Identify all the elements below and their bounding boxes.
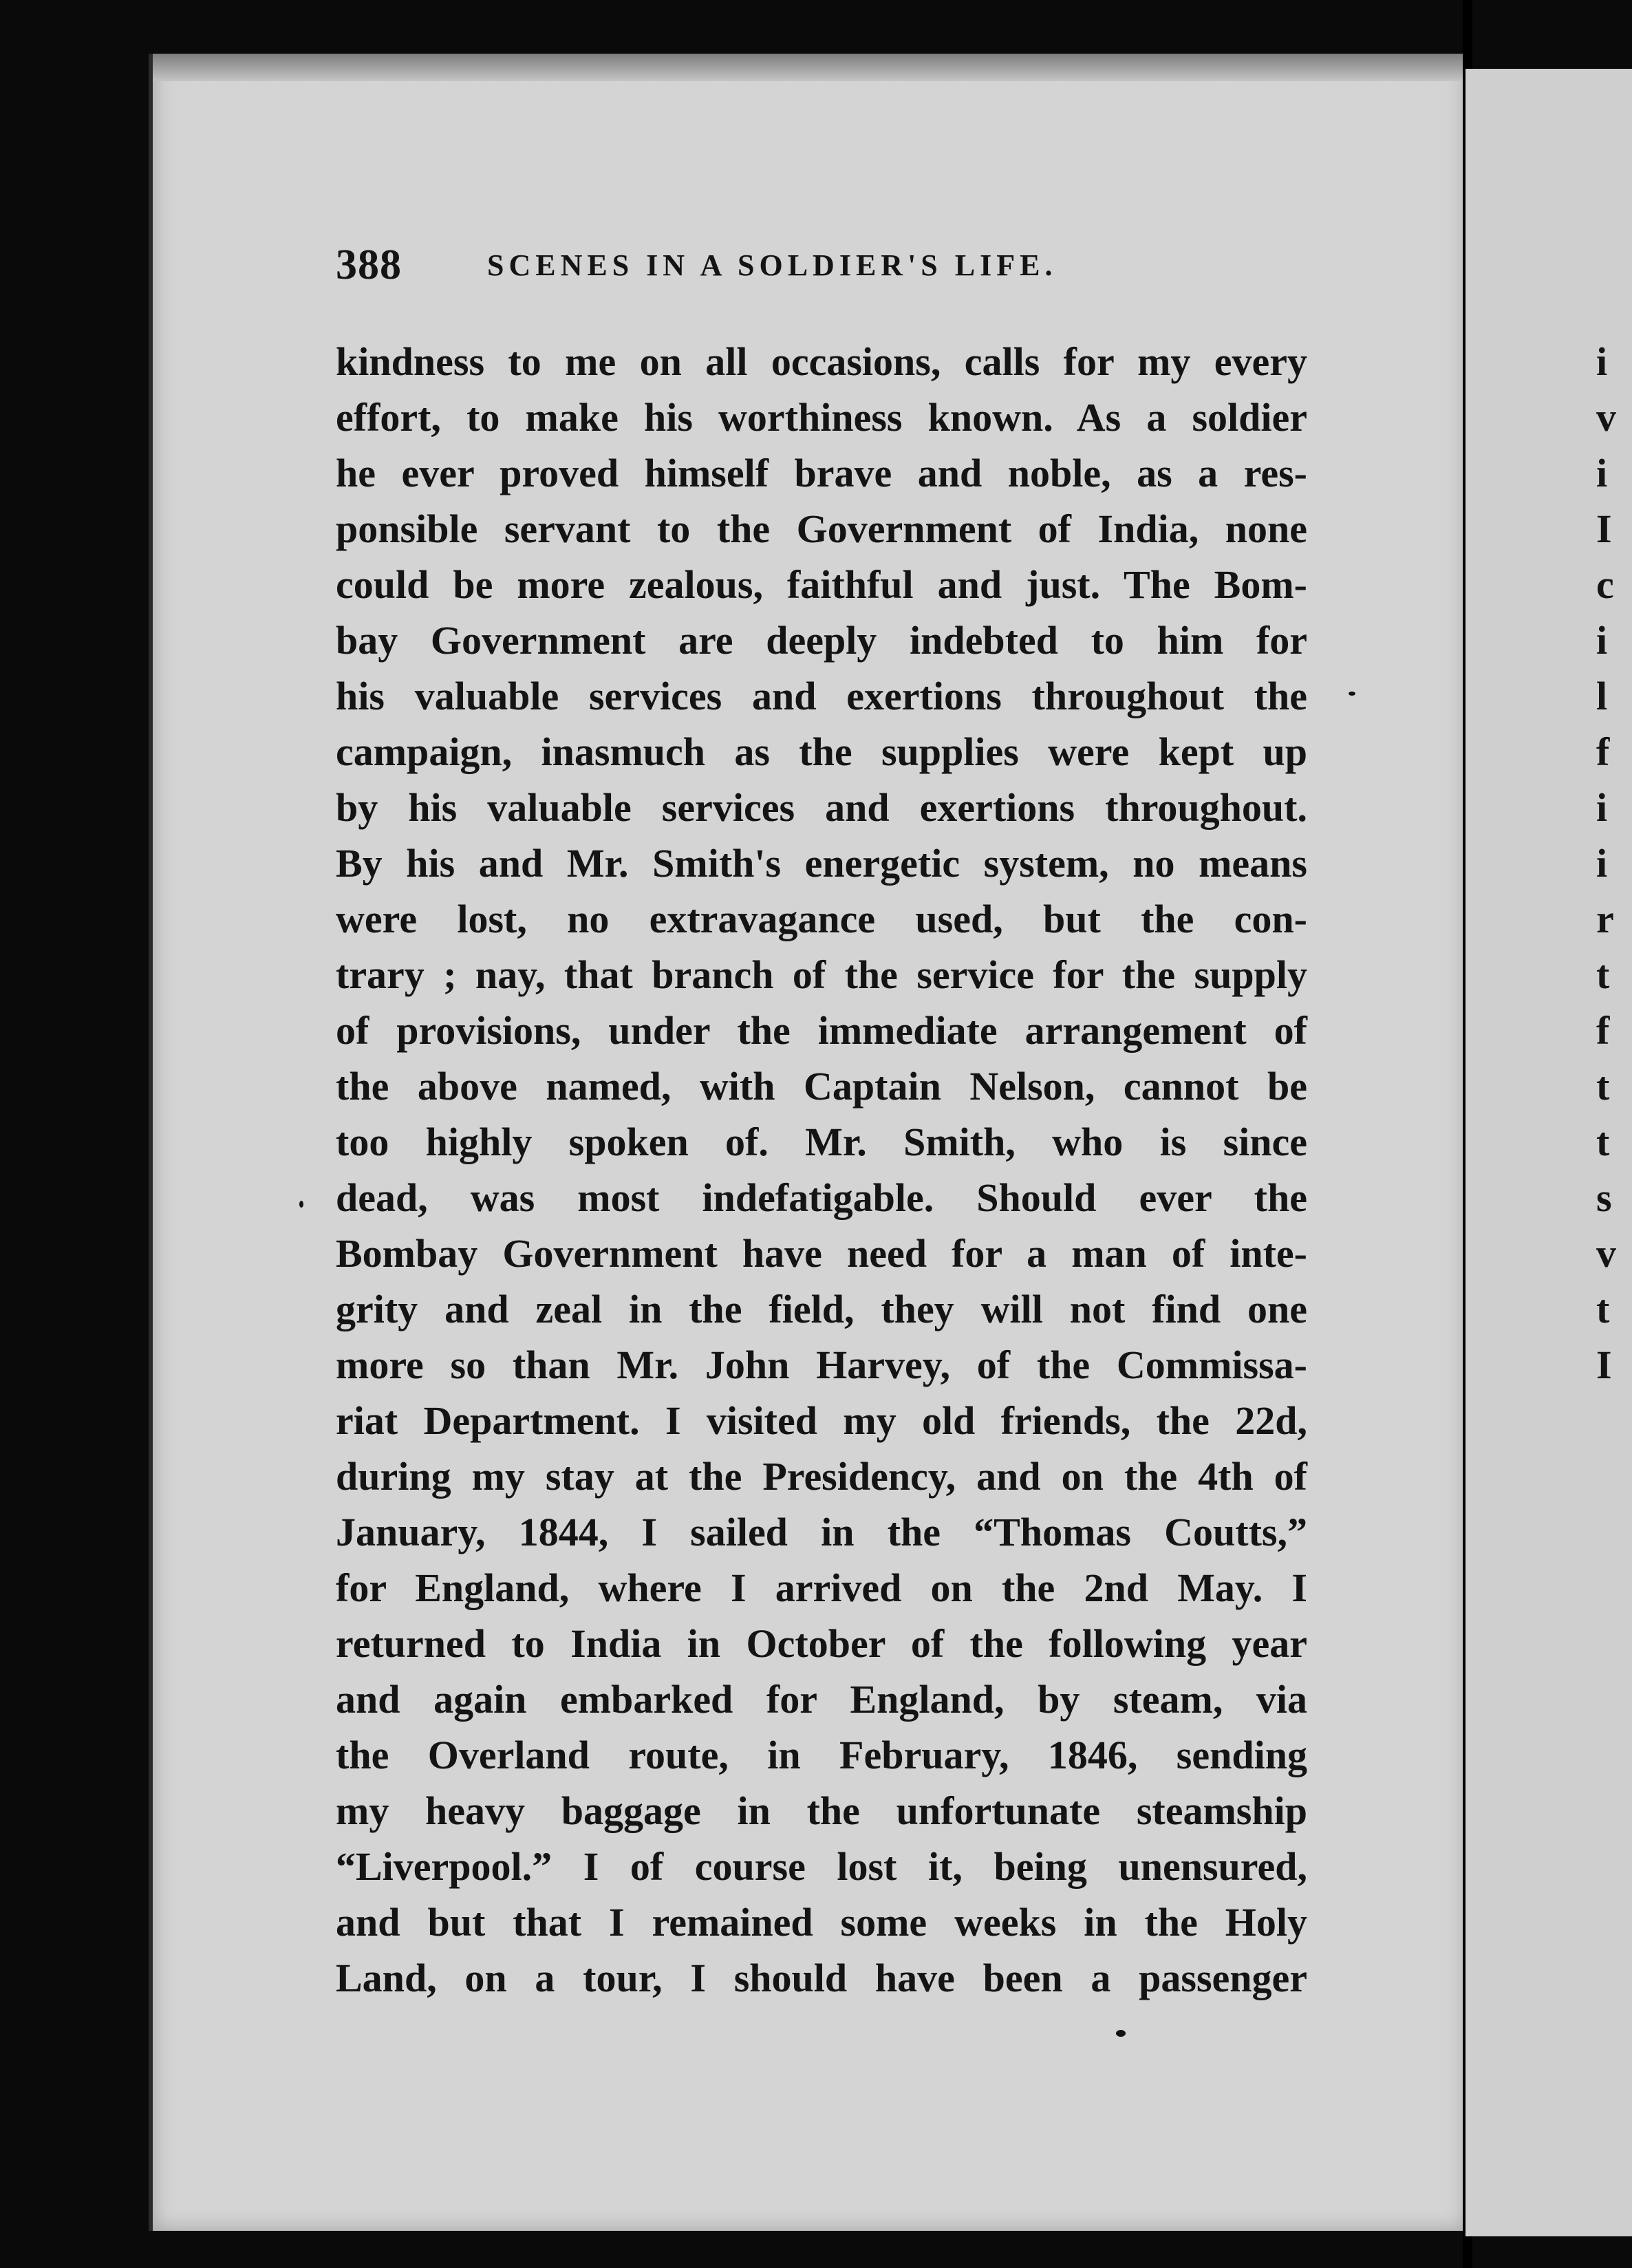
text-line: of provisions, under the immediate arrangement of [336,1008,1307,1053]
ink-speck [1116,2030,1126,2037]
facing-letter: t [1596,1064,1610,1109]
facing-page-text [1596,334,1632,1393]
text-line: and but that I remained some weeks in the Holy [336,1900,1307,1945]
text-line: were lost, no extravagance used, but the con- [336,897,1307,941]
facing-letter: t [1596,952,1610,997]
running-head [336,241,1313,303]
facing-letter: i [1596,451,1608,495]
text-line: for England, where I arrived on the 2nd May. I [336,1565,1307,1610]
facing-letter: f [1596,729,1610,774]
text-line: too highly spoken of. Mr. Smith, who is since [336,1120,1307,1164]
text-line: “Liverpool.” I of course lost it, being unensured, [336,1844,1307,1889]
body-text [336,334,1307,2006]
text-line: returned to India in October of the following year [336,1621,1307,1666]
facing-letter: r [1596,897,1614,941]
facing-letter: c [1596,562,1614,607]
text-line: the Overland route, in February, 1846, sending [336,1733,1307,1777]
text-line: trary ; nay, that branch of the service for the supply [336,952,1307,997]
text-line: riat Department. I visited my old friends, the 22d, [336,1398,1307,1443]
text-line: more so than Mr. John Harvey, of the Commissa- [336,1342,1307,1387]
facing-letter: i [1596,339,1608,384]
text-line: Bombay Government have need for a man of inte- [336,1231,1307,1276]
text-line: kindness to me on all occasions, calls for my every [336,339,1307,384]
facing-letter: t [1596,1120,1610,1164]
facing-letter: v [1596,1231,1616,1276]
facing-letter: I [1596,1342,1612,1387]
page-top-shadow [153,54,1467,81]
text-line: he ever proved himself brave and noble, as a res- [336,451,1307,495]
ink-speck [1349,692,1355,696]
text-line: Land, on a tour, I should have been a passenger [336,1956,1307,2000]
text-line: effort, to make his worthiness known. As a soldier [336,395,1307,440]
facing-letter: t [1596,1287,1610,1331]
running-title: SCENES IN A SOLDIER'S LIFE. [487,248,1057,282]
text-line: dead, was most indefatigable. Should ever the [336,1175,1307,1220]
facing-letter: v [1596,395,1616,440]
text-line: the above named, with Captain Nelson, cannot be [336,1064,1307,1109]
facing-letter: s [1596,1175,1612,1220]
text-line: by his valuable services and exertions throughout. [336,785,1307,830]
facing-letter: i [1596,618,1608,663]
facing-letter: I [1596,506,1612,551]
facing-letter: l [1596,674,1608,718]
text-line: grity and zeal in the field, they will not find one [336,1287,1307,1331]
text-line: his valuable services and exertions throughout the [336,674,1307,718]
text-line: ponsible servant to the Government of India, none [336,506,1307,551]
facing-letter: i [1596,785,1608,830]
text-line: January, 1844, I sailed in the “Thomas Coutts,” [336,1510,1307,1554]
text-line: could be more zealous, faithful and just. The Bom- [336,562,1307,607]
facing-letter: f [1596,1008,1610,1053]
page-number: 388 [336,242,402,288]
text-line: bay Government are deeply indebted to him for [336,618,1307,663]
text-line: my heavy baggage in the unfortunate steamship [336,1788,1307,1833]
text-line: campaign, inasmuch as the supplies were kept up [336,729,1307,774]
text-line: during my stay at the Presidency, and on the 4th of [336,1454,1307,1499]
text-line: and again embarked for England, by steam, via [336,1677,1307,1722]
text-line: By his and Mr. Smith's energetic system, no means [336,841,1307,886]
facing-letter: i [1596,841,1608,886]
ink-speck [299,1201,303,1208]
